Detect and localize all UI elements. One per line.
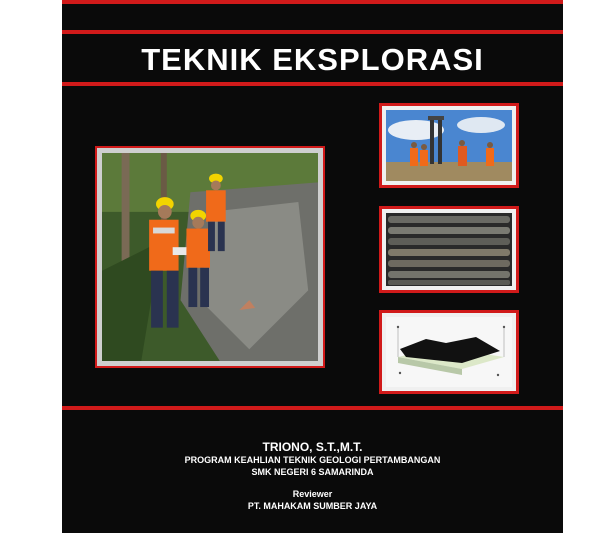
credits-separator [62,406,563,410]
core-samples-photo-frame [379,206,519,293]
3d-model-photo-frame [379,310,519,394]
main-photo [95,146,325,368]
core-samples-photo [386,213,512,286]
author-name: TRIONO, S.T.,M.T. [262,440,363,454]
3d-model-photo [386,317,512,387]
book-title: TEKNIK EKSPLORASI [141,42,484,77]
program-name: PROGRAM KEAHLIAN TEKNIK GEOLOGI PERTAMBANGAN [184,455,441,465]
credits-block [62,440,563,512]
school-name: SMK NEGERI 6 SAMARINDA [251,467,374,477]
drilling-rig-photo-frame [379,103,519,188]
reviewer-label: Reviewer [292,489,333,499]
book-cover [62,0,563,533]
title-frame [62,30,563,86]
top-red-band [62,0,563,4]
drilling-rig-photo [386,110,512,181]
field-geologists-photo [102,153,318,361]
reviewer-name: PT. MAHAKAM SUMBER JAYA [247,501,378,511]
